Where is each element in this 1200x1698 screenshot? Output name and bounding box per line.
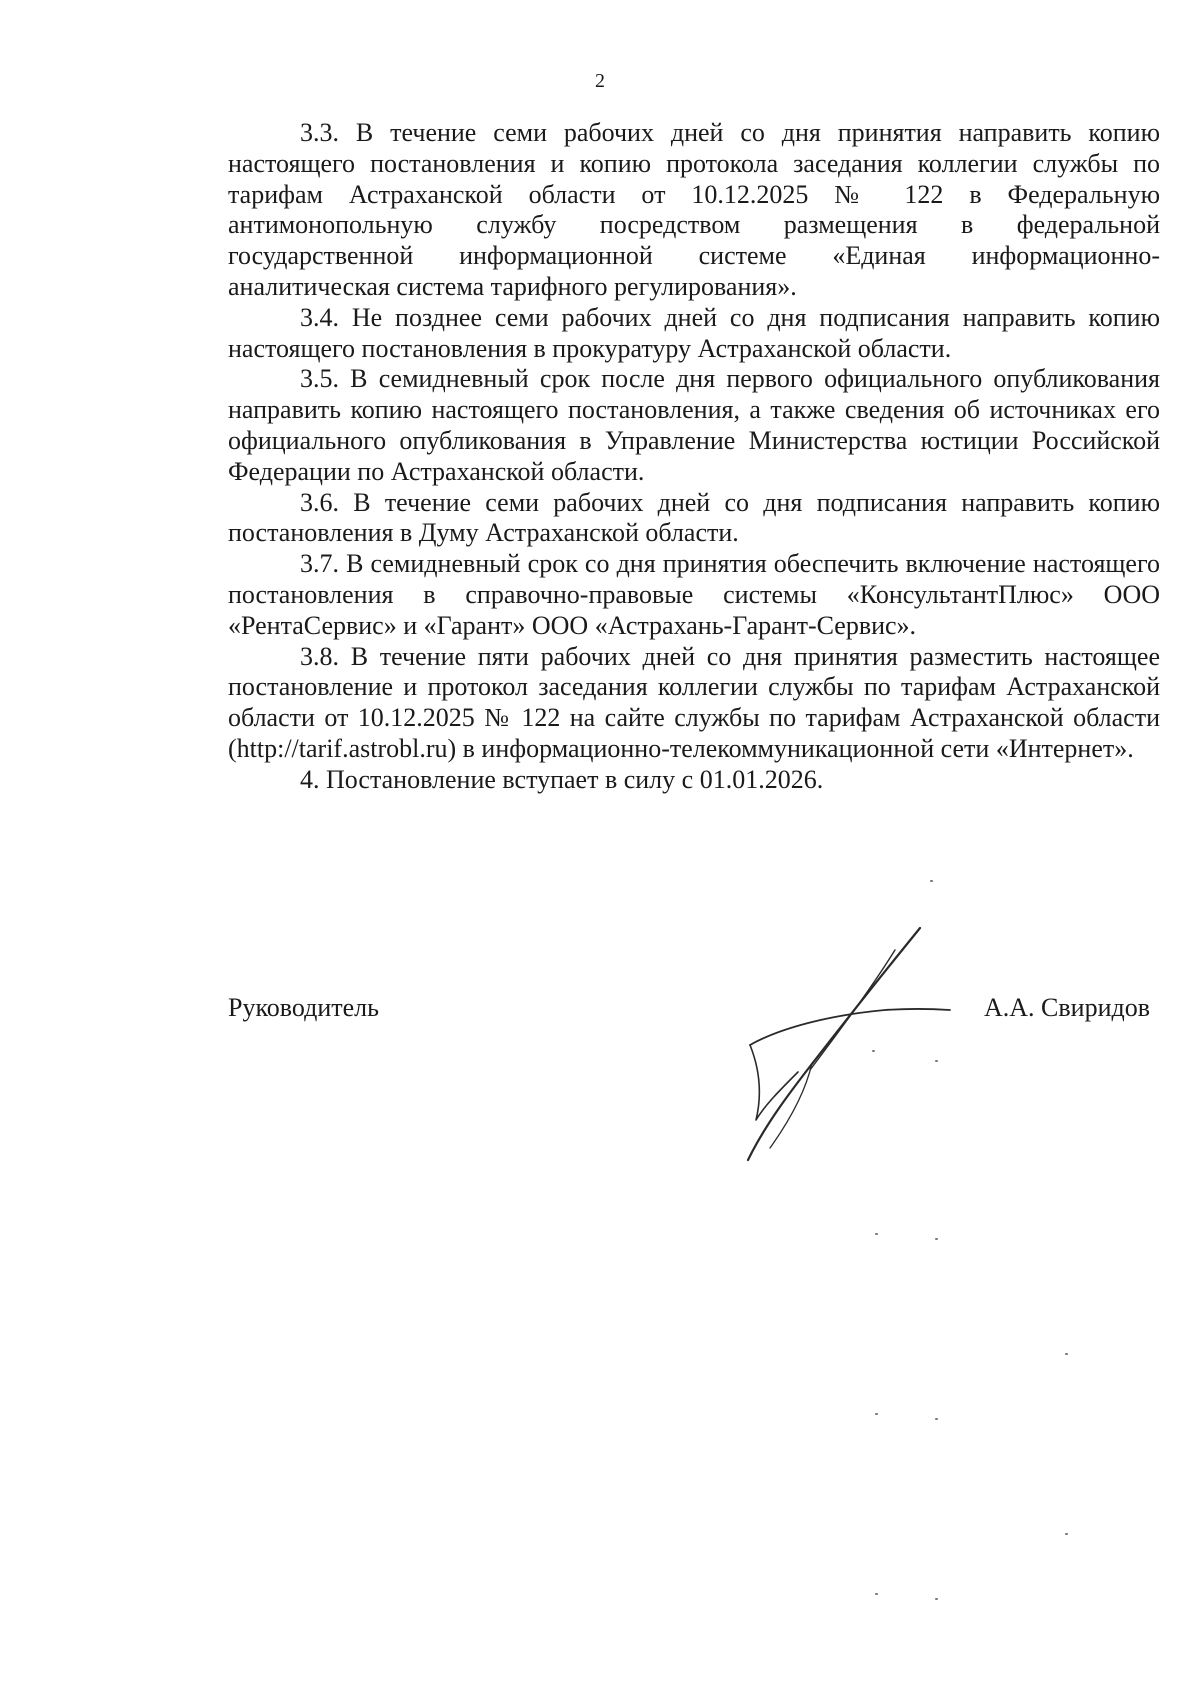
page-number: 2	[595, 70, 605, 92]
signature-stroke-hook	[750, 1045, 798, 1120]
signature-stroke-loop	[750, 1009, 950, 1045]
signature-stroke-tail	[770, 1063, 812, 1148]
paragraph-3-8: 3.8. В течение пяти рабочих дней со дня принятия разместить настоящее постановление и протокол заседания коллегии службы по тарифам Астраханской области от 10.12.2025 № 122 на сайте службы по тарифам Астраханской области (http://tarif.astrobl.ru) в информационно-телекоммуникационной сети «Интернет».	[228, 641, 1160, 763]
paragraph-3-5: 3.5. В семидневный срок после дня первого официального опубликования направить копию настоящего постановления, а также сведения об источниках его официального опубликования в Управление Министерства юстиции Российской Федерации по Астраханской области.	[228, 364, 1160, 486]
scan-speck	[930, 880, 933, 882]
handwritten-signature	[720, 920, 980, 1180]
signer-name: А.А. Свиридов	[983, 993, 1150, 1022]
scan-speck	[1065, 1533, 1068, 1535]
scan-speck	[935, 1060, 938, 1062]
document-body	[228, 118, 1160, 796]
scan-speck	[935, 1598, 938, 1600]
paragraph-3-3: 3.3. В течение семи рабочих дней со дня принятия направить копию настоящего постановления и копию протокола заседания коллегии службы по тарифам Астраханской области от 10.12.2025 № 122 в Федеральную антимонопольную службу посредством размещения в федеральной государственной информационной системе «Единая информационно-аналитическая система тарифного регулирования».	[228, 118, 1160, 301]
paragraph-4: 4. Постановление вступает в силу с 01.01.2026.	[300, 764, 824, 794]
paragraph-3-4: 3.4. Не позднее семи рабочих дней со дня подписания направить копию настоящего постановления в прокуратуру Астраханской области.	[228, 302, 1160, 363]
paragraph-3-7: 3.7. В семидневный срок со дня принятия обеспечить включение настоящего постановления в справочно-правовые системы «КонсультантПлюс» ООО «РентаСервис» и «Гарант» ООО «Астрахань-Гарант-Сервис».	[228, 549, 1160, 640]
scan-speck	[875, 1233, 878, 1235]
signature-stroke-main	[748, 928, 920, 1160]
scan-speck	[875, 1593, 878, 1595]
scan-speck	[935, 1238, 938, 1240]
signer-position: Руководитель	[228, 993, 379, 1022]
scan-speck	[1065, 1353, 1068, 1355]
scan-speck	[872, 1050, 875, 1052]
scan-speck	[935, 1418, 938, 1420]
paragraph-3-6: 3.6. В течение семи рабочих дней со дня подписания направить копию постановления в Думу Астраханской области.	[228, 487, 1160, 548]
signature-block	[228, 993, 1160, 1033]
scan-speck	[875, 1413, 878, 1415]
